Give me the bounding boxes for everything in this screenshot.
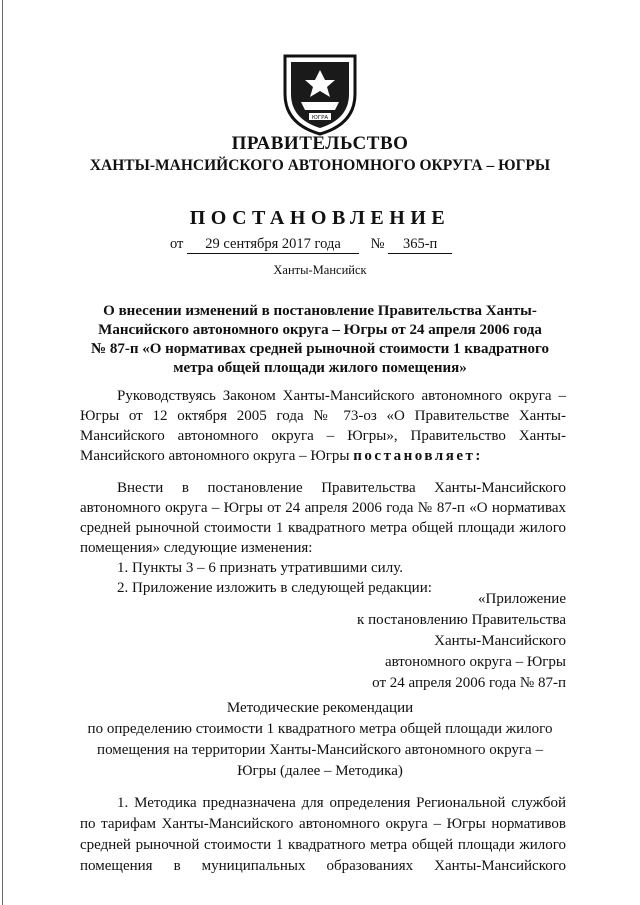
preamble-text: Мансийского автономного округа – Югры	[80, 448, 354, 464]
region-title: ХАНТЫ-МАНСИЙСКОГО АВТОНОМНОГО ОКРУГА – ЮГРЫ	[89, 157, 551, 174]
list-item: 1. Пункты 3 – 6 признать утратившими силу.	[117, 560, 403, 576]
clause-line: 1. Методика предназначена для определения Региональной службой	[117, 795, 566, 811]
method-title-line: Методические рекомендации	[226, 700, 414, 716]
body-line: Внести в постановление Правительства Ханты-Мансийского	[117, 480, 566, 496]
decision-verb: постановляет:	[353, 448, 483, 464]
preamble-line: Руководствуясь Законом Ханты-Мансийского автономного округа –	[117, 388, 566, 404]
annex-ref-line: Ханты-Мансийского	[434, 633, 566, 649]
decree-date-line	[170, 236, 452, 254]
coat-of-arms-emblem	[279, 50, 361, 138]
annex-ref-line: «Приложение	[477, 591, 566, 607]
decree-title-line: Мансийского автономного округа – Югры от 24 апреля 2006 года	[98, 322, 542, 338]
body-line: автономного округа – Югры от 24 апреля 2006 года № 87-п «О нормативах	[80, 500, 566, 516]
document-type-heading: ПОСТАНОВЛЕНИЕ	[189, 207, 451, 229]
preamble-line: Мансийского автономного округа – Югры», Правительство Ханты-	[80, 428, 566, 444]
clause-line: по тарифам Ханты-Мансийского автономного округа – Югры нормативов	[80, 816, 566, 832]
method-title-line: Югры (далее – Методика)	[237, 763, 403, 779]
government-title: ПРАВИТЕЛЬСТВО	[231, 133, 409, 154]
clause-line: помещения в муниципальных образованиях Ханты-Мансийского	[80, 858, 566, 874]
number-sign: №	[370, 236, 385, 252]
annex-ref-line: от 24 апреля 2006 года № 87-п	[372, 675, 566, 691]
annex-ref-line: автономного округа – Югры	[384, 654, 566, 670]
decree-number: 365-п	[388, 236, 452, 254]
city-name: Ханты-Мансийск	[273, 263, 367, 277]
method-title-line: по определению стоимости 1 квадратного метра общей площади жилого	[87, 721, 553, 737]
decree-title-line: метра общей площади жилого помещения»	[173, 360, 467, 376]
body-line: средней рыночной стоимости 1 квадратного метра общей площади жилого	[80, 520, 566, 536]
clause-line: средней рыночной стоимости 1 квадратного метра общей площади жилого	[80, 837, 566, 853]
preamble-line-last	[80, 448, 483, 465]
date-prefix: от	[170, 236, 184, 252]
list-item: 2. Приложение изложить в следующей редакции:	[117, 580, 432, 596]
svg-text:ЮГРА: ЮГРА	[311, 115, 329, 121]
decree-date: 29 сентября 2017 года	[187, 236, 359, 254]
annex-ref-line: к постановлению Правительства	[357, 612, 566, 628]
preamble-line: Югры от 12 октября 2005 года № 73-оз «О Правительстве Ханты-	[80, 408, 566, 424]
body-line: помещения» следующие изменения:	[80, 540, 313, 556]
method-title-line: помещения на территории Ханты-Мансийского автономного округа –	[97, 742, 543, 758]
decree-title-line: № 87-п «О нормативах средней рыночной стоимости 1 квадратного	[91, 341, 549, 357]
decree-title-line: О внесении изменений в постановление Правительства Ханты-	[103, 303, 537, 319]
